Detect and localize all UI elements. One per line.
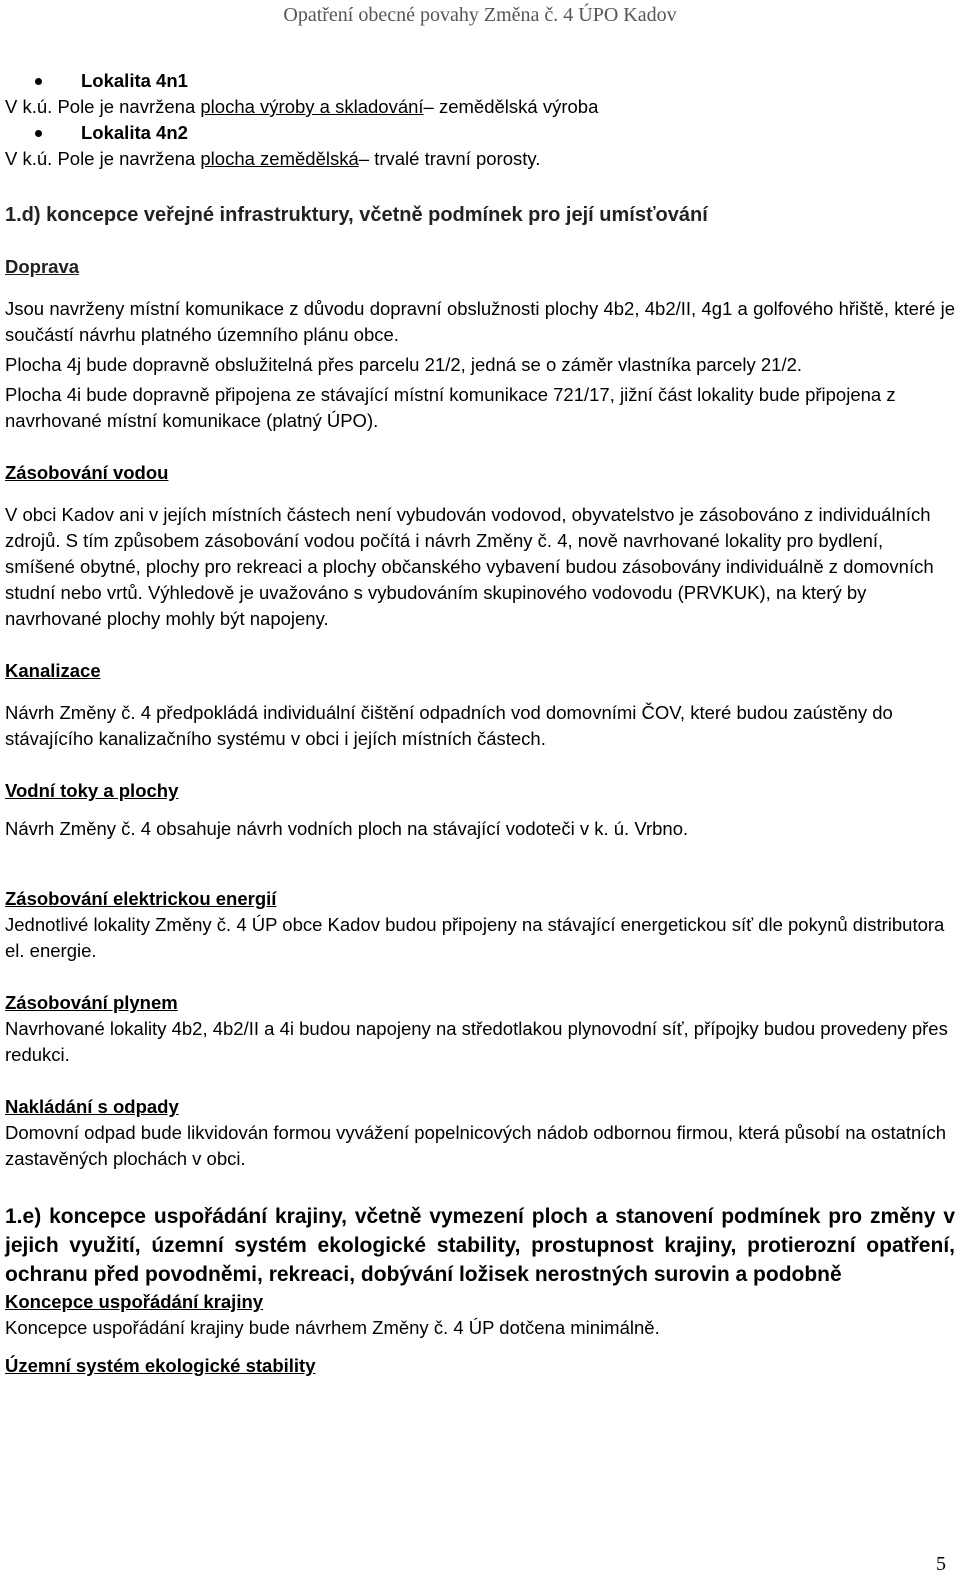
odpady-paragraph: Domovní odpad bude likvidován formou vyvážení popelnicových nádob odbornou firmou, která působí na ostatních zastavěných plochách v obci. [5,1122,946,1169]
section-1d-title: 1.d) koncepce veřejné infrastruktury, včetně podmínek pro její umísťování [5,204,708,226]
voda-paragraph: V obci Kadov ani v jejích místních částech není vybudován vodovod, obyvatelstvo je zásobováno z individuálních zdrojů. S tím způsobem zásobování vodou počítá i návrh Změny č. 4, nově navrhované lokality pro bydlení, smíšené obytné, plochy pro rekreaci a plochy občanského vybavení budou zásobovány individuálně z domovních studní nebo vrtů. Výhledově je uvažováno s vybudováním skupinového vodovodu (PRVKUK), na který by navrhované plochy mohly být napojeny. [5,504,934,629]
locality-desc-4n1: V k.ú. Pole je navržena plocha výroby a skladování– zemědělská výroba [5,96,599,117]
kanalizace-paragraph: Návrh Změny č. 4 předpokládá individuální čištění odpadních vod domovními ČOV, které budou zaústěny do stávajícího kanalizačního systému v obci i jejích místních částech. [5,702,893,749]
page-header: Opatření obecné povahy Změna č. 4 ÚPO Kadov [283,4,677,26]
doprava-heading: Doprava [5,256,80,277]
uses-heading: Územní systém ekologické stability [5,1355,316,1376]
koncepce-paragraph: Koncepce uspořádání krajiny bude návrhem Změny č. 4 ÚP dotčena minimálně. [5,1317,660,1338]
voda-heading: Zásobování vodou [5,462,169,483]
locality-label-4n2: Lokalita 4n2 [5,120,955,146]
kanalizace-heading: Kanalizace [5,660,101,681]
energie-heading: Zásobování elektrickou energií [5,888,277,909]
koncepce-heading: Koncepce uspořádání krajiny [5,1291,264,1312]
plyn-heading: Zásobování plynem [5,992,178,1013]
doprava-paragraph-1: Jsou navrženy místní komunikace z důvodu dopravní obslužnosti plochy 4b2, 4b2/II, 4g1 a golfového hřiště, které je součástí návrhu platného územního plánu obce. [5,298,955,345]
locality-label-4n1: Lokalita 4n1 [5,68,955,94]
vodni-toky-heading: Vodní toky a plochy [5,780,179,801]
plyn-paragraph: Navrhované lokality 4b2, 4b2/II a 4i budou napojeny na středotlakou plynovodní síť, přípojky budou provedeny přes redukci. [5,1018,948,1065]
vodni-toky-paragraph: Návrh Změny č. 4 obsahuje návrh vodních ploch na stávající vodoteči v k. ú. Vrbno. [5,818,689,839]
page-number: 5 [936,1553,946,1575]
doprava-paragraph-2: Plocha 4j bude dopravně obslužitelná přes parcelu 21/2, jedná se o záměr vlastníka parcely 21/2. [5,354,803,375]
document-body [5,68,955,1379]
doprava-paragraph-3: Plocha 4i bude dopravně připojena ze stávající místní komunikace 721/17, jižní část lokality bude připojena z navrhované místní komunikace (platný ÚPO). [5,384,896,431]
odpady-heading: Nakládání s odpady [5,1096,179,1117]
section-1e-title: 1.e) koncepce uspořádání krajiny, včetně vymezení ploch a stanovení podmínek pro změny v jejich využití, územní systém ekologické stability, prostupnost krajiny, protierozní opatření, ochranu před povodněmi, rekreaci, dobývání ložisek nerostných surovin a podobně [5,1205,955,1286]
locality-desc-4n2: V k.ú. Pole je navržena plocha zemědělská– trvalé travní porosty. [5,148,541,169]
energie-paragraph: Jednotlivé lokality Změny č. 4 ÚP obce Kadov budou připojeny na stávající energetickou síť dle pokynů distributora el. energie. [5,914,945,961]
locality-list [5,68,955,172]
